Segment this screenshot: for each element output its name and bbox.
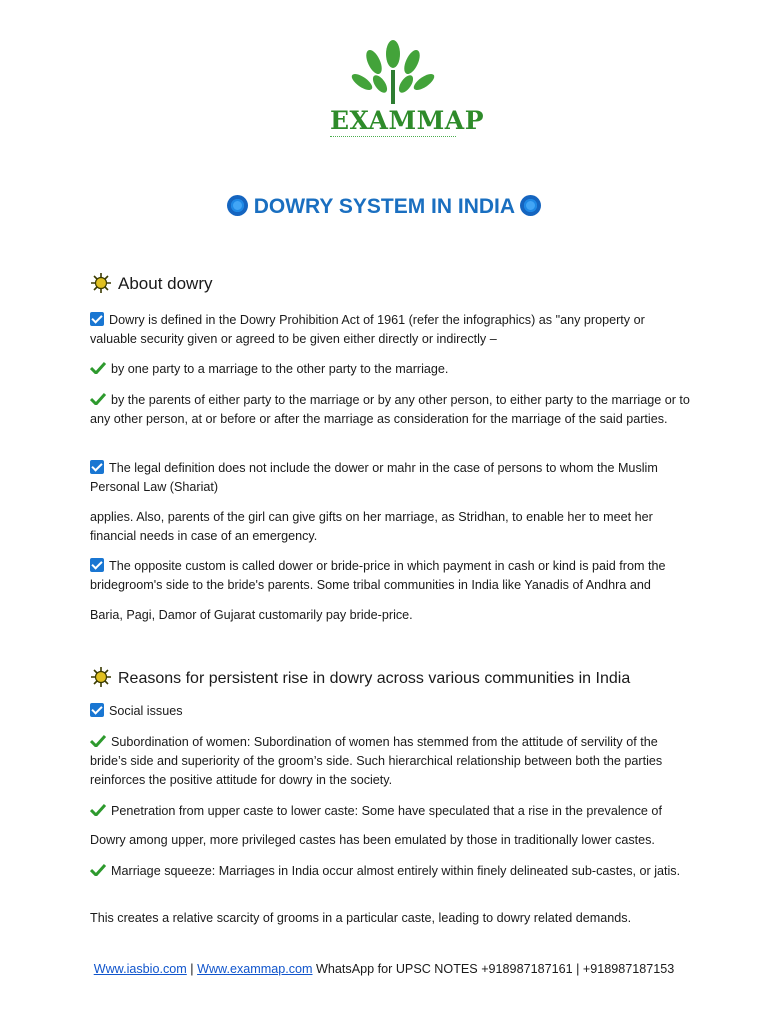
blue-circle-icon [227, 195, 248, 216]
plant-leaves-icon [330, 40, 456, 106]
paragraph-text: Marriage squeeze: Marriages in India occur almost entirely within finely delineated sub-castes, or jatis. [111, 864, 681, 878]
paragraph-text: by the parents of either party to the marriage or by any other person, to either party to the marriage or to any other person, at or before or after the marriage as consideration for the marriage of the said parties. [90, 393, 690, 426]
paragraph [90, 391, 690, 429]
logo-wordmark: EXAMMAP [330, 106, 485, 135]
check-mark-icon [90, 393, 106, 405]
check-mark-icon [90, 735, 106, 747]
title-text: DOWRY SYSTEM IN INDIA [253, 195, 515, 218]
sun-icon [90, 666, 112, 688]
paragraph-text: The legal definition does not include the dower or mahr in the case of persons to whom the Muslim Personal Law (Shariat) [90, 461, 658, 494]
paragraph-text: Penetration from upper caste to lower caste: Some have speculated that a rise in the prevalence of [111, 804, 662, 818]
page-title [0, 195, 768, 219]
paragraph [90, 733, 690, 790]
paragraph [90, 909, 690, 928]
heading-text: Reasons for persistent rise in dowry across various communities in India [118, 670, 631, 687]
paragraph-text: Subordination of women: Subordination of women has stemmed from the attitude of servility of the bride’s side and superiority of the groom’s side. Such hierarchical relationship between both the parties reinforces the positive attitude for dowry in the society. [90, 735, 663, 787]
paragraph [90, 508, 690, 546]
check-mark-icon [90, 804, 106, 816]
sun-icon [90, 272, 112, 294]
iasbio-link[interactable]: Www.iasbio.com [93, 962, 187, 976]
paragraph-text: Baria, Pagi, Damor of Gujarat customarily pay bride-price. [90, 608, 413, 622]
paragraph-text: applies. Also, parents of the girl can give gifts on her marriage, as Stridhan, to enable her to meet her financial needs in case of an emergency. [90, 510, 653, 543]
paragraph-text: Social issues [109, 704, 183, 718]
paragraph [90, 802, 690, 821]
footer-separator: | [186, 962, 198, 976]
paragraph-text: This creates a relative scarcity of grooms in a particular caste, leading to dowry related demands. [90, 911, 632, 925]
paragraph [90, 606, 690, 625]
section-heading-about-dowry [90, 272, 213, 294]
paragraph [90, 459, 690, 497]
exammap-logo [330, 40, 485, 140]
paragraph [90, 311, 690, 349]
paragraph [90, 831, 690, 850]
checkbox-icon [90, 460, 104, 474]
paragraph-text: Dowry among upper, more privileged castes has been emulated by those in traditionally lower castes. [90, 833, 655, 847]
footer-contact-text: WhatsApp for UPSC NOTES +918987187161 | +918987187153 [312, 962, 675, 976]
paragraph-text: The opposite custom is called dower or bride-price in which payment in cash or kind is paid from the bridegroom's side to the bride's parents. Some tribal communities in India like Yanadis of Andhra and [90, 559, 666, 592]
blue-circle-icon [520, 195, 541, 216]
check-mark-icon [90, 864, 106, 876]
paragraph [90, 862, 690, 881]
checkbox-icon [90, 312, 104, 326]
paragraph [90, 557, 690, 595]
checkbox-icon [90, 703, 104, 717]
check-mark-icon [90, 362, 106, 374]
paragraph [90, 702, 690, 721]
section-heading-reasons [90, 666, 630, 688]
paragraph-text: Dowry is defined in the Dowry Prohibition Act of 1961 (refer the infographics) as "any property or valuable security given or agreed to be given either directly or indirectly – [90, 313, 645, 346]
paragraph-text: by one party to a marriage to the other party to the marriage. [111, 362, 449, 376]
checkbox-icon [90, 558, 104, 572]
exammap-link[interactable]: Www.exammap.com [197, 962, 313, 976]
footer [0, 962, 768, 976]
paragraph [90, 360, 690, 379]
logo-underline [330, 136, 456, 141]
heading-text: About dowry [118, 274, 213, 293]
